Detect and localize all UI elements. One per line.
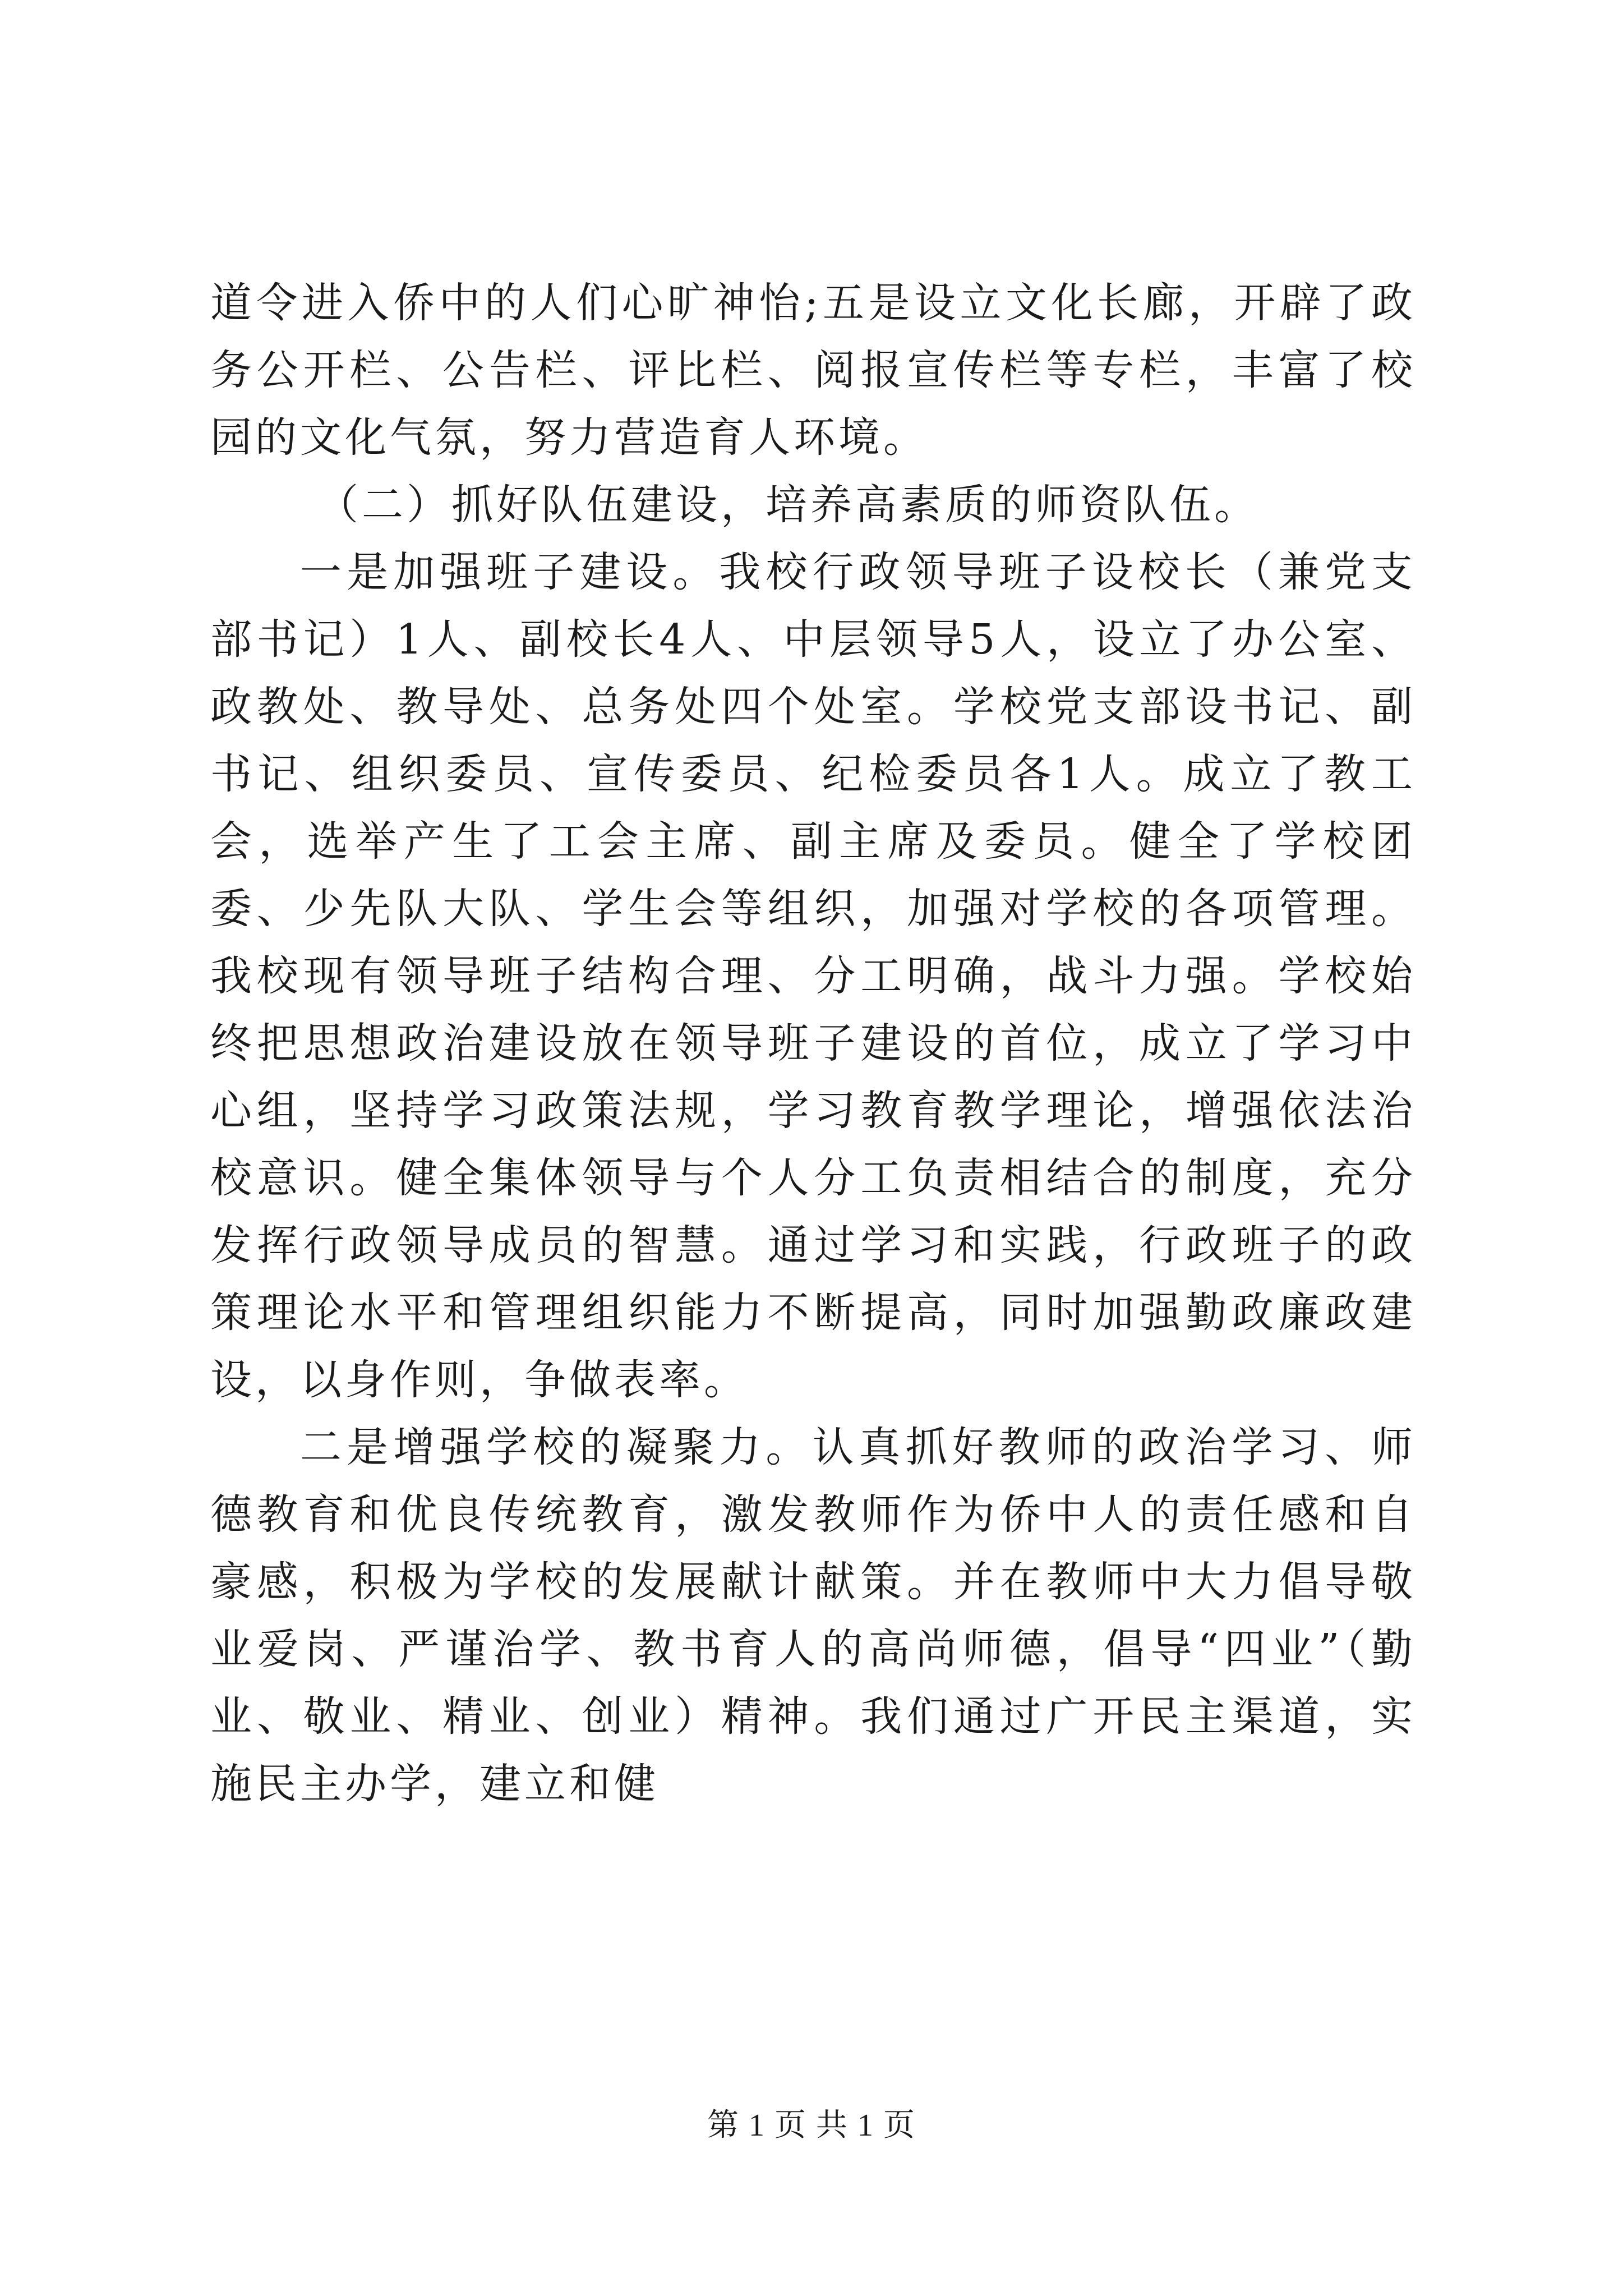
document-body: [210, 269, 1416, 1818]
page-footer: [0, 2106, 1623, 2145]
paragraph-continuation: 道令进入侨中的人们心旷神怡;五是设立文化长廊，开辟了政务公开栏、公告栏、评比栏、阅报宣传栏等专栏，丰富了校园的文化气氛，努力营造育人环境。: [210, 279, 1416, 462]
paragraph-team-building: 一是加强班子建设。我校行政领导班子设校长（兼党支部书记）1人、副校长4人、中层领导5人，设立了办公室、政教处、教导处、总务处四个处室。学校党支部设书记、副书记、组织委员、宣传委员、纪检委员各1人。成立了教工会，选举产生了工会主席、副主席及委员。健全了学校团委、少先队大队、学生会等组织，加强对学校的各项管理。我校现有领导班子结构合理、分工明确，战斗力强。学校始终把思想政治建设放在领导班子建设的首位，成立了学习中心组，坚持学习政策法规，学习教育教学理论，增强依法治校意识。健全集体领导与个人分工负责相结合的制度，充分发挥行政领导成员的智慧。通过学习和实践，行政班子的政策理论水平和管理组织能力不断提高，同时加强勤政廉政建设，以身作则，争做表率。: [210, 548, 1416, 1404]
page-number: 第 1 页 共 1 页: [707, 2108, 916, 2143]
section-heading: （二）抓好队伍建设，培养高素质的师资队伍。: [317, 481, 1259, 529]
paragraph-cohesion: 二是增强学校的凝聚力。认真抓好教师的政治学习、师德教育和优良传统教育，激发教师作为侨中人的责任感和自豪感，积极为学校的发展献计献策。并在教师中大力倡导敬业爱岗、严谨治学、教书育人的高尚师德，倡导“四业”（勤业、敬业、精业、创业）精神。我们通过广开民主渠道，实施民主办学，建立和健: [210, 1423, 1416, 1808]
